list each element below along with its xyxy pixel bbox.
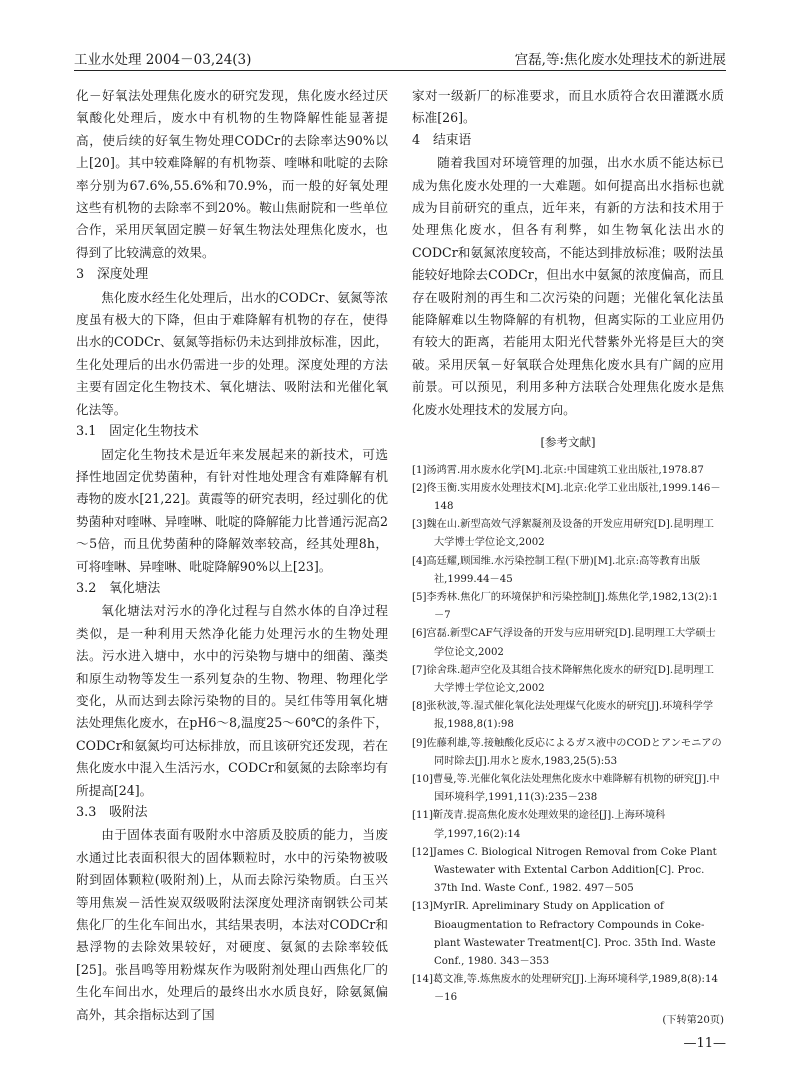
journal-info: 工业水处理 2004－03,24(3) [74,52,252,68]
paragraph: 焦化废水经生化处理后，出水的CODCr、氨氮等浓度虽有极大的下降，但由于难降解有机物的存在，使得出水的CODCr、氨氮等指标仍未达到排放标准，因此，生化处理后的出水仍需进一步的处理。深度处理的方法主要有固定化生物技术、氧化塘法、吸附法和光催化氧化法等。 [76,289,388,417]
subsection-heading-3-1: 3.1 固定化生物技术 [76,424,199,440]
running-header [74,50,726,71]
section-heading-3: 3 深度处理 [76,267,149,283]
reference-item: [14]葛文准,等.炼焦废水的处理研究[J].上海环境科学,1989,8(8):14－16 [412,974,718,1004]
reference-item: [7]徐舍珠.超声空化及其组合技术降解焦化废水的研究[D].昆明理工大学博士学位论文,2002 [412,664,714,694]
references-title: [参考文献] [540,435,596,450]
reference-item: [6]宫磊.新型CAF气浮设备的开发与应用研究[D].昆明理工大学硕士学位论文,2002 [412,628,716,658]
subsection-heading-3-3: 3.3 吸附法 [76,805,148,820]
reference-list [412,462,724,1008]
subsection-heading-3-2: 3.2 氧化塘法 [76,580,161,596]
continued-note: (下转第20页) [662,1014,724,1026]
page-number: —11— [683,1036,726,1051]
reference-item: [3]魏在山.新型高效气浮絮凝剂及设备的开发应用研究[D].昆明理工大学博士学位论文,2002 [412,519,714,549]
reference-item: [5]李秀林.焦化厂的环境保护和污染控制[J].炼焦化学,1982,13(2):1－7 [412,591,719,622]
paragraph: 随着我国对环境管理的加强，出水水质不能达标已成为焦化废水处理的一大难题。如何提高出水指标也就成为目前研究的重点，近年来，有新的方法和技术用于处理焦化废水，但各有利弊，如生物氧化法出水的CODCr和氨氮浓度较高，不能达到排放标准；吸附法虽能较好地除去CODCr，但出水中氨氮的浓度偏高，而且存在吸附剂的再生和二次污染的问题；光催化氧化法虽能降解难以生物降解的有机物，但离实际的工业应用仍有较大的距离，若能用太阳光代替紫外光将是巨大的突破。采用厌氧－好氧联合处理焦化废水具有广阔的应用前景。可以预见，利用多种方法联合处理焦化废水是焦化废水处理技术的发展方向。 [412,155,724,417]
article-short-title: 宫磊,等:焦化废水处理技术的新进展 [514,52,726,68]
reference-item: [10]曹曼,等.光催化氧化法处理焦化废水中难降解有机物的研究[J].中国环境科学,1991,11(3):235－238 [412,773,720,804]
reference-item: [11]靳茂青.提高焦化废水处理效果的途径[J].上海环境科学,1997,16(2):14 [412,810,666,840]
right-column [412,85,724,1030]
paragraph-continued: 化－好氧法处理焦化废水的研究发现，焦化废水经过厌氧酸化处理后，废水中有机物的生物降解性能显著提高，使后续的好氧生物处理CODCr的去除率达90%以上[20]。其中较难降解的有机物萘、喹啉和吡啶的去除率分别为67.6%,55.6%和70.9%，而一般的好氧处理这些有机物的去除率不到20%。鞍山焦耐院和一些单位合作，采用厌氧固定膜－好氧生物法处理焦化废水，也得到了比较满意的效果。 [76,88,388,260]
left-column [76,85,388,1026]
reference-item: [2]佟玉衡.实用废水处理技术[M].北京:化学工业出版社,1999.146－148 [412,482,721,512]
paragraph: 氧化塘法对污水的净化过程与自然水体的自净过程类似，是一种利用天然净化能力处理污水的生物处理法。污水进入塘中，水中的污染物与塘中的细菌、藻类和原生动物等发生一系列复杂的生物、物理、物理化学变化，从而达到去除污染物的目的。吴红伟等用氧化塘法处理焦化废水，在pH6～8,温度25～60℃的条件下，CODCr和氨氮均可达标排放，而且该研究还发现，若在焦化废水中混入生活污水，CODCr和氨氮的去除率均有所提高[24]。 [76,603,388,798]
reference-item: [12]James C. Biological Nitrogen Removal from Coke Plant Wastewater with Extental Carbon Addition[C]. Proc. 37th Ind. Waste Conf., 1982. 497－505 [412,846,717,895]
paragraph: 由于固体表面有吸附水中溶质及胶质的能力，当废水通过比表面积很大的固体颗粒时，水中的污染物被吸附到固体颗粒(吸附剂)上，从而去除污染物质。白玉兴等用焦炭－活性炭双级吸附法深度处理济南钢铁公司某焦化厂的生化车间出水，其结果表明，本法对CODCr和悬浮物的去除效果较好，对硬度、氨氮的去除率较低[25]。张昌鸣等用粉煤灰作为吸附剂处理山西焦化厂的生化车间出水，处理后的最终出水水质良好，除氨氮偏高外，其余指标达到了国 [76,827,388,1022]
reference-item: [4]高廷耀,顾国维.水污染控制工程(下册)[M].北京:高等教育出版社,1999.44－45 [412,555,701,585]
reference-item: [8]张秋波,等.湿式催化氧化法处理煤气化废水的研究[J].环境科学学报,1988,8(1):98 [412,701,714,731]
reference-item: [13]MyrIR. Apreliminary Study on Application of Bioaugmentation to Refractory Compounds in Coke-plant Wastewater Treatment[C]. Proc. 35th Ind. Waste Conf., 1980. 343－353 [412,901,716,967]
reference-item: [1]汤鸿霄.用水废水化学[M].北京:中国建筑工业出版社,1978.87 [412,464,704,476]
paragraph-continued: 家对一级新厂的标准要求，而且水质符合农田灌溉水质标准[26]。 [412,88,724,126]
section-heading-4: 4 结束语 [412,132,472,148]
paragraph: 固定化生物技术是近年来发展起来的新技术，可选择性地固定优势菌种，有针对性地处理含有难降解有机毒物的废水[21,22]。黄霞等的研究表明，经过驯化的优势菌种对喹啉、异喹啉、吡啶的降解能力比普通污泥高2～5倍，而且优势菌种的降解效率较高，经其处理8h，可将喹啉、异喹啉、吡啶降解90%以上[23]。 [76,446,388,574]
reference-item: [9]佐藤利雄,等.接触酸化反応によるガス液中のCODとアンモニアの同时除去[J].用水と废水,1983,25(5):53 [412,737,722,767]
